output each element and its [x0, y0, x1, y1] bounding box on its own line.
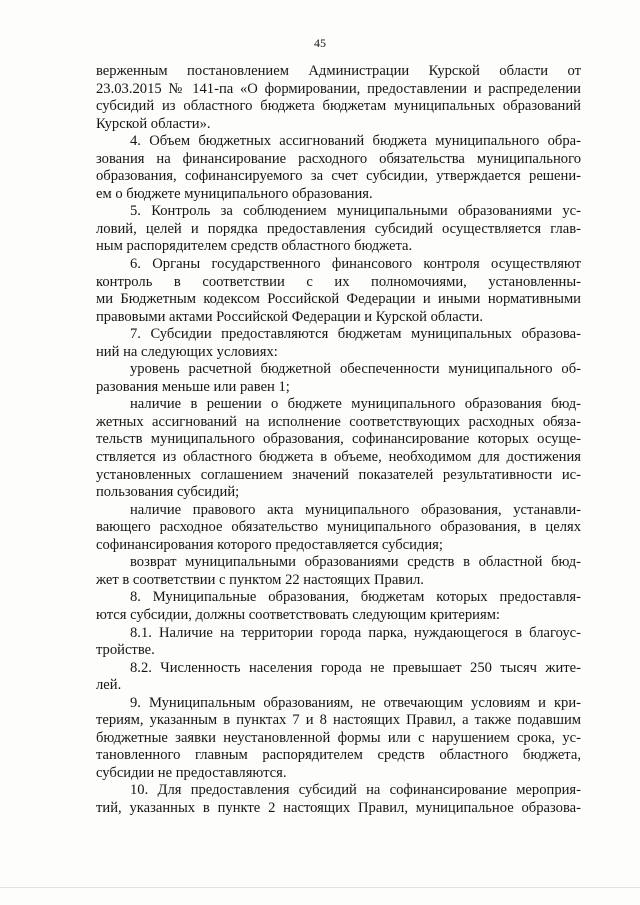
text-line: тельств муниципального образования, софинансирование которых осуще- — [96, 431, 581, 448]
text-line: бюджетные заявки неустановленной формы или с нарушением срока, ус- — [96, 729, 581, 746]
text-line: наличие правового акта муниципального образования, устанавли- — [130, 501, 581, 518]
text-line: возврат муниципальными образованиями средств в областной бюд- — [130, 554, 581, 571]
text-line: 8. Муниципальные образования, бюджетам которых предоставля- — [130, 589, 581, 606]
text-line: ным распорядителем средств областного бюджета. — [96, 238, 413, 255]
text-line: 7. Субсидии предоставляются бюджетам муниципальных образова- — [130, 326, 581, 343]
text-line: установленных соглашением значений показателей результативности ис- — [96, 466, 581, 483]
text-line: вающего расходное обязательство муниципального образования, в целях — [96, 519, 581, 536]
text-line: 23.03.2015 № 141-па «О формировании, предоставлении и распределении — [96, 80, 581, 97]
text-line: 8.2. Численность населения города не превышает 250 тысяч жите- — [130, 659, 581, 676]
text-line: жет в соответствии с пунктом 22 настоящих Правил. — [96, 571, 424, 588]
text-line: 9. Муниципальным образованиям, не отвечающим условиям и кри- — [130, 694, 581, 711]
text-line: 4. Объем бюджетных ассигнований бюджета муниципального обра- — [130, 133, 581, 150]
text-line: разования меньше или равен 1; — [96, 378, 290, 395]
document-body — [96, 63, 581, 818]
text-line: пользования субсидий; — [96, 484, 240, 501]
text-line: 10. Для предоставления субсидий на софинансирование мероприя- — [130, 782, 581, 799]
text-line: верженным постановлением Администрации Курской области от — [96, 63, 581, 79]
text-line: лей. — [96, 677, 122, 694]
text-line: 5. Контроль за соблюдением муниципальными образованиями ус- — [130, 203, 581, 220]
text-line: уровень расчетной бюджетной обеспеченности муниципального об- — [130, 361, 581, 378]
text-line: териям, указанным в пунктах 7 и 8 настоящих Правил, а также подавшим — [96, 712, 581, 729]
text-line: контроль в соответствии с их полномочиями, установленны- — [96, 273, 581, 290]
text-line: субсидий из областного бюджета бюджетам муниципальных образований — [96, 98, 581, 115]
text-line: Курской области». — [96, 115, 211, 132]
text-line: 6. Органы государственного финансового контроля осуществляют — [130, 256, 581, 273]
text-line: ний на следующих условиях: — [96, 343, 278, 360]
text-line: ловий, целей и порядка предоставления субсидий осуществляется глав- — [96, 220, 581, 237]
text-line: тройстве. — [96, 642, 155, 659]
text-line: софинансирования которого предоставляется субсидия; — [96, 536, 443, 553]
text-line: субсидии не предоставляются. — [96, 764, 287, 781]
text-line: ми Бюджетным кодексом Российской Федерации и иными нормативными — [96, 291, 581, 308]
text-line: тановленного главным распорядителем средств областного бюджета, — [96, 747, 581, 764]
text-line: ются субсидии, должны соответствовать следующим критериям: — [96, 606, 500, 623]
text-line: правовыми актами Российской Федерации и Курской области. — [96, 308, 484, 325]
text-line: зования на финансирование расходного обязательства муниципального — [96, 150, 581, 167]
text-line: ем о бюджете муниципального образования. — [96, 185, 373, 202]
page-number: 45 — [314, 36, 326, 50]
text-line: 8.1. Наличие на территории города парка, нуждающегося в благоус- — [130, 624, 581, 641]
text-line: ствляется из областного бюджета в объеме, необходимом для достижения — [96, 449, 581, 466]
text-line: образования, софинансируемого за счет субсидии, утверждается решени- — [96, 168, 581, 185]
text-line: жетных ассигнований на исполнение соответствующих расходных обяза- — [96, 413, 581, 430]
text-line: тий, указанных в пункте 2 настоящих Правил, муниципальное образова- — [96, 799, 581, 816]
text-line: наличие в решении о бюджете муниципального образования бюд- — [130, 396, 581, 413]
bottom-edge-line — [0, 887, 640, 888]
